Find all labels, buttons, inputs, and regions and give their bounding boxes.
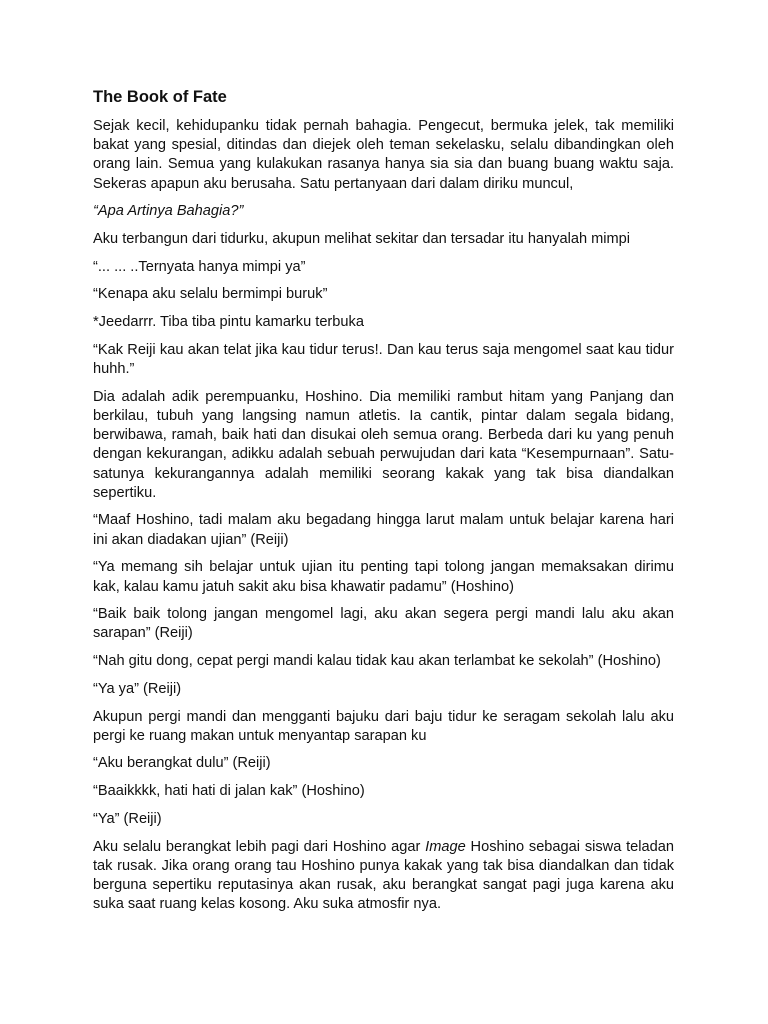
paragraph-text: Hoshino sebagai siswa teladan tak rusak. Jika orang orang tau Hoshino punya kakak yang tak bisa diandalkan dan tidak berguna sepertiku reputasinya akan rusak, aku berangkat sangat pagi juga karena aku suka saat ruang kelas kosong. Aku suka atmosfir nya. bbox=[93, 838, 674, 913]
paragraph-dialogue: “Baik baik tolong jangan mengomel lagi, aku akan segera pergi mandi lalu aku akan sarapan” (Reiji) bbox=[93, 606, 674, 642]
document-page bbox=[93, 86, 674, 923]
paragraph: Sejak kecil, kehidupanku tidak pernah bahagia. Pengecut, bermuka jelek, tak memiliki bakat yang spesial, ditindas dan diejek oleh teman sekelasku, selalu dibandingkan oleh orang lain. Semua yang kulakukan rasanya hanya sia sia dan buang buang waktu saja. Sekeras apapun aku berusaha. Satu pertanyaan dari dalam diriku muncul, bbox=[93, 118, 674, 192]
paragraph-dialogue: “Nah gitu dong, cepat pergi mandi kalau tidak kau akan terlambat ke sekolah” (Hoshino) bbox=[93, 653, 661, 670]
paragraph-dialogue: “Ya memang sih belajar untuk ujian itu penting tapi tolong jangan memaksakan dirimu kak, kalau kamu jatuh sakit aku bisa khawatir padamu” (Hoshino) bbox=[93, 559, 674, 595]
paragraph-question: “Apa Artinya Bahagia?” bbox=[93, 203, 244, 220]
italic-word: Image bbox=[425, 838, 466, 855]
paragraph-dialogue: “Kenapa aku selalu bermimpi buruk” bbox=[93, 286, 328, 303]
paragraph-dialogue: “Baaikkkk, hati hati di jalan kak” (Hoshino) bbox=[93, 783, 365, 800]
paragraph-dialogue: “Ya ya” (Reiji) bbox=[93, 680, 182, 697]
paragraph-final bbox=[93, 838, 674, 915]
paragraph-dialogue: “Ya” (Reiji) bbox=[93, 810, 162, 827]
paragraph-dialogue: “... ... ..Ternyata hanya mimpi ya” bbox=[93, 258, 306, 275]
paragraph: Akupun pergi mandi dan mengganti bajuku dari baju tidur ke seragam sekolah lalu aku pergi ke ruang makan untuk menyantap sarapan ku bbox=[93, 708, 674, 744]
paragraph-text: Aku selalu berangkat lebih pagi dari Hoshino agar bbox=[93, 838, 426, 855]
paragraph-dialogue: “Maaf Hoshino, tadi malam aku begadang hingga larut malam untuk belajar karena hari ini akan diadakan ujian” (Reiji) bbox=[93, 512, 674, 548]
paragraph: *Jeedarrr. Tiba tiba pintu kamarku terbuka bbox=[93, 314, 364, 331]
document-title: The Book of Fate bbox=[93, 88, 227, 106]
paragraph-dialogue: “Aku berangkat dulu” (Reiji) bbox=[93, 755, 271, 772]
paragraph: Dia adalah adik perempuanku, Hoshino. Dia memiliki rambut hitam yang Panjang dan berkilau, tubuh yang langsing namun atletis. Ia cantik, pintar dalam segala bidang, berwibawa, ramah, baik hati dan disukai oleh semua orang. Berbeda dari ku yang penuh dengan kekurangan, adikku adalah sebuah perwujudan dari kata “Kesempurnaan”. Satu-satunya kekurangannya adalah memiliki seorang kakak yang tak bisa diandalkan sepertiku. bbox=[93, 388, 674, 501]
paragraph: Aku terbangun dari tidurku, akupun melihat sekitar dan tersadar itu hanyalah mimpi bbox=[93, 231, 631, 248]
paragraph-dialogue: “Kak Reiji kau akan telat jika kau tidur terus!. Dan kau terus saja mengomel saat kau tidur huhh.” bbox=[93, 341, 674, 378]
